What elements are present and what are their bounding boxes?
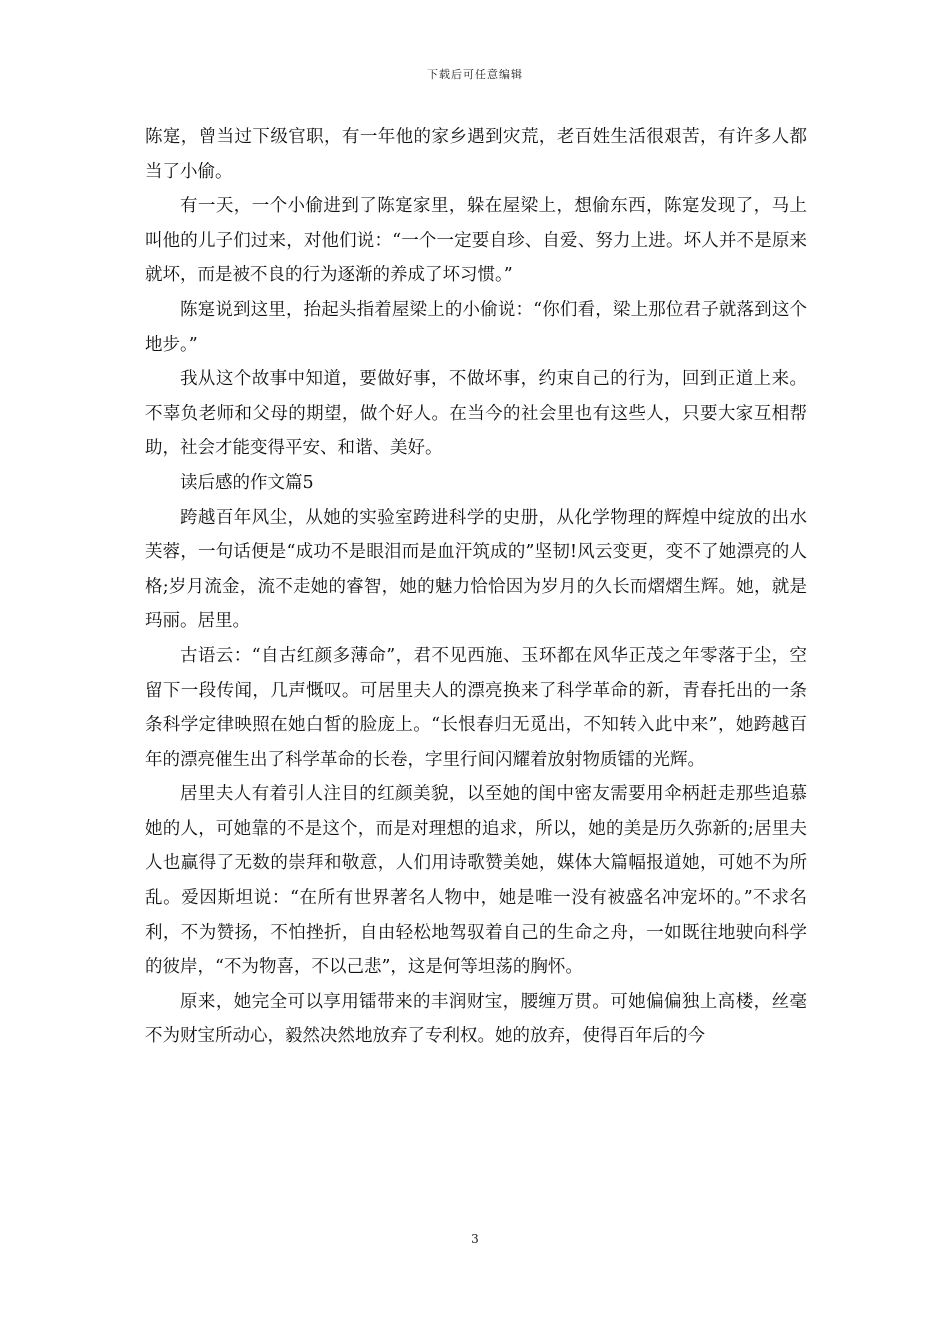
paragraph: 跨越百年风尘，从她的实验室跨进科学的史册，从化学物理的辉煌中绽放的出水芙蓉，一句话便是“成功不是眼泪而是血汗筑成的”坚韧!风云变更，变不了她漂亮的人格;岁月流金，流不走她的睿智，她的魅力恰恰因为岁月的久长而熠熠生辉。她，就是玛丽。居里。 <box>145 507 807 632</box>
page-number: 3 <box>471 1232 479 1246</box>
paragraph: 陈寔说到这里，抬起头指着屋梁上的小偷说：“你们看，梁上那位君子就落到这个地步。” <box>145 299 807 355</box>
document-body <box>145 120 807 1054</box>
paragraph: 居里夫人有着引人注目的红颜美貌，以至她的闺中密友需要用伞柄赶走那些追慕她的人，可她靠的不是这个，而是对理想的追求，所以，她的美是历久弥新的;居里夫人也赢得了无数的崇拜和敬意，人们用诗歌赞美她，媒体大篇幅报道她，可她不为所乱。爱因斯坦说：“在所有世界著名人物中，她是唯一没有被盛名冲宠坏的。”不求名利，不为赞扬，不怕挫折，自由轻松地驾驭着自己的生命之舟，一如既往地驶向科学的彼岸，“不为物喜，不以己悲”，这是何等坦荡的胸怀。 <box>145 784 807 978</box>
paragraph: 古语云：“自古红颜多薄命”，君不见西施、玉环都在风华正茂之年零落于尘，空留下一段传闻，几声慨叹。可居里夫人的漂亮换来了科学革命的新，青春托出的一条条科学定律映照在她白皙的脸庞上。“长恨春归无觅出，不知转入此中来”，她跨越百年的漂亮催生出了科学革命的长卷，字里行间闪耀着放射物质镭的光辉。 <box>145 645 807 770</box>
section-heading: 读后感的作文篇5 <box>180 472 314 493</box>
paragraph: 有一天，一个小偷进到了陈寔家里，躲在屋梁上，想偷东西，陈寔发现了，马上叫他的儿子们过来，对他们说：“一个一定要自珍、自爱、努力上进。坏人并不是原来就坏，而是被不良的行为逐渐的养成了坏习惯。” <box>145 196 807 286</box>
paragraph: 陈寔，曾当过下级官职，有一年他的家乡遇到灾荒，老百姓生活很艰苦，有许多人都当了小偷。 <box>145 127 807 182</box>
paragraph: 我从这个故事中知道，要做好事，不做坏事，约束自己的行为，回到正道上来。不辜负老师和父母的期望，做个好人。在当今的社会里也有这些人，只要大家互相帮助，社会才能变得平安、和谐、美好。 <box>145 369 807 459</box>
paragraph: 原来，她完全可以享用镭带来的丰润财宝，腰缠万贯。可她偏偏独上高楼，丝毫不为财宝所动心，毅然决然地放弃了专利权。她的放弃，使得百年后的今 <box>145 991 807 1047</box>
page-header: 下载后可任意编辑 <box>427 68 523 81</box>
